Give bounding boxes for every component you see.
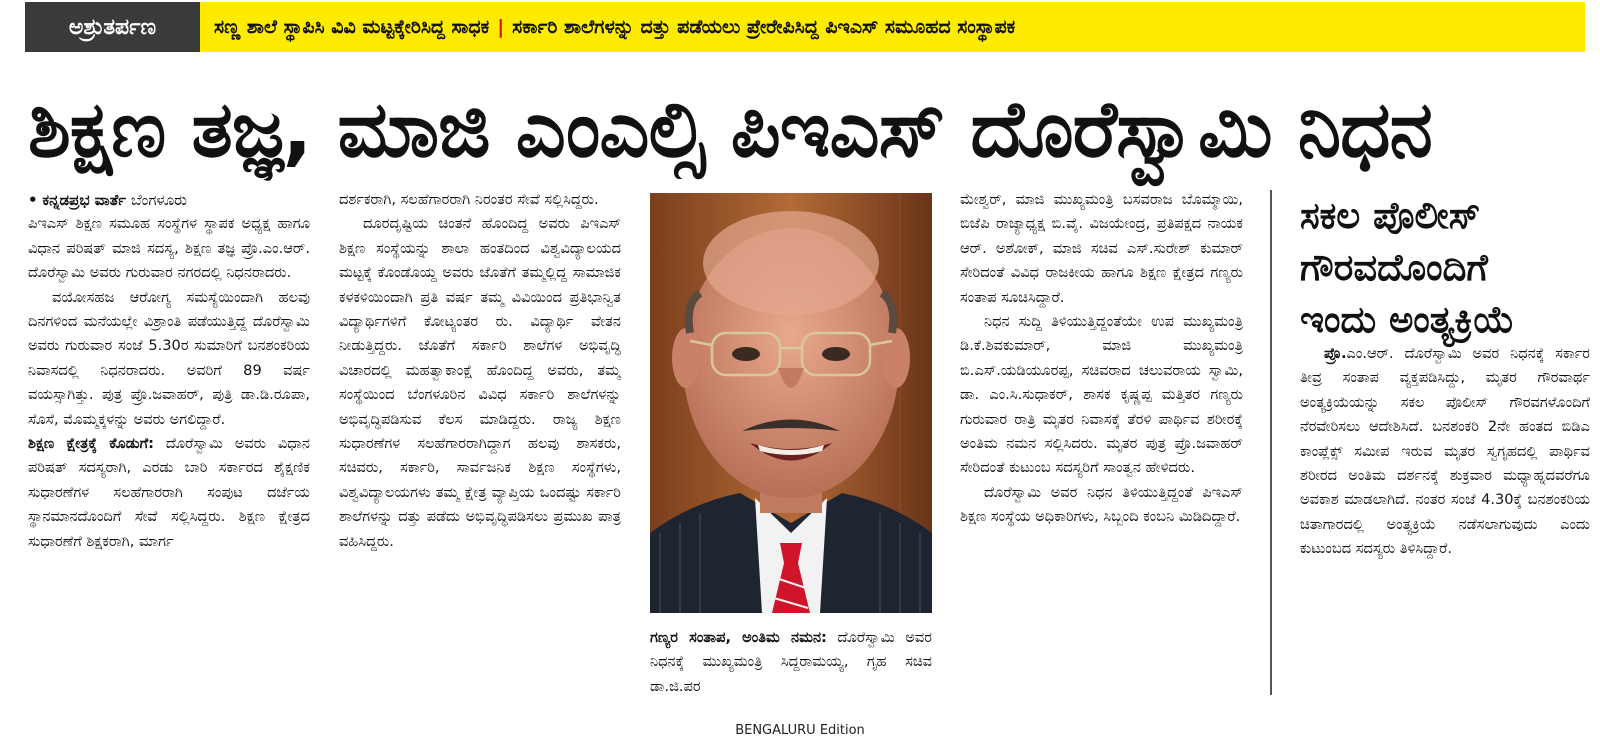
main-headline: ಶಿಕ್ಷಣ ತಜ್ಞ, ಮಾಜಿ ಎಂಎಲ್ಸಿ ಪಿಇಎಸ್ ದೊರೆಸ್ವಾಮಿ ನಿಧನ xyxy=(28,85,1432,175)
caption-paragraph xyxy=(650,626,932,699)
byline-place: ಬೆಂಗಳೂರು xyxy=(130,191,187,209)
byline-bullet: • xyxy=(28,191,38,209)
side-heading-line: ಸಕಲ ಪೊಲೀಸ್ xyxy=(1300,194,1481,237)
paragraph-text: ದೊರೆಸ್ವಾಮಿ ಅವರು ವಿಧಾನ ಪರಿಷತ್ ಸದಸ್ಯರಾಗಿ, ಎರಡು ಬಾರಿ ಸರ್ಕಾರದ ಶೈಕ್ಷಣಿಕ ಸುಧಾರಣೆಗಳ ಸಲಹೆಗಾರರಾಗಿ ಸಂಪುಟ ದರ್ಜೆಯ ಸ್ಥಾನಮಾನದೊಂದಿಗೆ ಸೇವೆ ಸಲ್ಲಿಸಿದ್ದರು. ಶಿಕ್ಷಣ ಕ್ಷೇತ್ರದ ಸುಧಾರಣೆಗೆ ಶಿಕ್ಷಕರಾಗಿ, ಮಾರ್ಗ xyxy=(28,435,310,550)
top-ribbon xyxy=(25,2,1585,52)
article-column-1 xyxy=(28,188,310,713)
side-lead: ಪ್ರೊ. xyxy=(1324,345,1347,362)
paragraph xyxy=(28,432,310,554)
portrait-photo xyxy=(650,193,932,613)
photo-caption xyxy=(650,626,932,704)
article-column-2 xyxy=(339,188,621,713)
side-heading-line: ಇಂದು ಅಂತ್ಯಕ್ರಿಯೆ xyxy=(1300,298,1515,341)
edition-footer: BENGALURU Edition xyxy=(735,723,865,738)
side-story-body xyxy=(1300,342,1590,712)
caption-title: ಗಣ್ಯರ ಸಂತಾಪ, ಅಂತಿಮ ನಮನ: xyxy=(650,629,827,646)
side-text: ಎಂ.ಆರ್. ದೊರೆಸ್ವಾಮಿ ಅವರ ನಿಧನಕ್ಕೆ ಸರ್ಕಾರ ತೀವ್ರ ಸಂತಾಪ ವ್ಯಕ್ತಪಡಿಸಿದ್ದು, ಮೃತರ ಗೌರವಾರ್ಥ ಅಂತ್ಯಕ್ರಿಯೆಯನ್ನು ಸಕಲ ಪೊಲೀಸ್ ಗೌರವಗಳೊಂದಿಗೆ ನೆರವೇರಿಸಲು ಆದೇಶಿಸಿದೆ. ಬನಶಂಕರಿ 2ನೇ ಹಂತದ ಬಿಡಿಎ ಕಾಂಪ್ಲೆಕ್ಸ್ ಸಮೀಪ ಇರುವ ಮೃತರ ಸ್ವಗೃಹದಲ್ಲಿ ಪಾರ್ಥಿವ ಶರೀರದ ಅಂತಿಮ ದರ್ಶನಕ್ಕೆ ಶುಕ್ರವಾರ ಮಧ್ಯಾಹ್ನದವರೆಗೂ ಅವಕಾಶ ಮಾಡಲಾಗಿದೆ. ನಂತರ ಸಂಜೆ 4.30ಕ್ಕೆ ಬನಶಂಕರಿಯ ಚಿತಾಗಾರದಲ್ಲಿ ಅಂತ್ಯಕ್ರಿಯೆ ನಡೆಸಲಾಗುವುದು ಎಂದು ಕುಟುಂಬದ ಸದಸ್ಯರು ತಿಳಿಸಿದ್ದಾರೆ. xyxy=(1300,345,1590,558)
paragraph: ದೊರೆಸ್ವಾಮಿ ಅವರ ನಿಧನ ತಿಳಿಯುತ್ತಿದ್ದಂತೆ ಪಿಇಎಸ್ ಶಿಕ್ಷಣ ಸಂಸ್ಥೆಯ ಅಧಿಕಾರಿಗಳು, ಸಿಬ್ಬಂದಿ ಕಂಬನಿ ಮಿಡಿದಿದ್ದಾರೆ. xyxy=(960,483,1243,526)
paragraph: ನಿಧನ ಸುದ್ದಿ ತಿಳಿಯುತ್ತಿದ್ದಂತೆಯೇ ಉಪ ಮುಖ್ಯಮಂತ್ರಿ ಡಿ.ಕೆ.ಶಿವಕುಮಾರ್, ಮಾಜಿ ಮುಖ್ಯಮಂತ್ರಿ ಬಿ.ಎಸ್.ಯಡಿಯೂರಪ್ಪ, ಸಚಿವರಾದ ಚಲುವರಾಯ ಸ್ವಾಮಿ, ಡಾ. ಎಂ.ಸಿ.ಸುಧಾಕರ್, ಶಾಸಕ ಕೃಷ್ಣಪ್ಪ ಮತ್ತಿತರ ಗಣ್ಯರು ಗುರುವಾರ ರಾತ್ರಿ ಮೃತರ ನಿವಾಸಕ್ಕೆ ತೆರಳಿ ಪಾರ್ಥಿವ ಶರೀರಕ್ಕೆ ಅಂತಿಮ ನಮನ ಸಲ್ಲಿಸಿದರು. ಮೃತರ ಪುತ್ರ ಪ್ರೊ.ಜವಾಹರ್ ಸೇರಿದಂತೆ ಕುಟುಂಬ ಸದಸ್ಯರಿಗೆ ಸಾಂತ್ವನ ಹೇಳಿದರು. xyxy=(960,313,1243,477)
ribbon-separator: | xyxy=(497,16,505,38)
subhead-lead: ಶಿಕ್ಷಣ ಕ್ಷೇತ್ರಕ್ಕೆ ಕೊಡುಗೆ: xyxy=(28,435,154,453)
article-column-4 xyxy=(960,188,1243,713)
paragraph: ದರ್ಶಕರಾಗಿ, ಸಲಹೆಗಾರರಾಗಿ ನಿರಂತರ ಸೇವೆ ಸಲ್ಲಿಸಿದ್ದರು. xyxy=(339,191,599,208)
side-heading-line: ಗೌರವದೊಂದಿಗೆ xyxy=(1300,246,1488,289)
column-divider xyxy=(1270,190,1272,695)
ribbon-subheadline xyxy=(200,2,1585,52)
paragraph: ವಯೋಸಹಜ ಆರೋಗ್ಯ ಸಮಸ್ಯೆಯಿಂದಾಗಿ ಹಲವು ದಿನಗಳಿಂದ ಮನೆಯಲ್ಲೇ ವಿಶ್ರಾಂತಿ ಪಡೆಯುತ್ತಿದ್ದ ದೊರೆಸ್ವಾಮಿ ಅವರು ಗುರುವಾರ ಸಂಜೆ 5.30ರ ಸುಮಾರಿಗೆ ಬನಶಂಕರಿಯ ನಿವಾಸದಲ್ಲಿ ನಿಧನರಾದರು. ಅವರಿಗೆ 89 ವರ್ಷ ವಯಸ್ಸಾಗಿತ್ತು. ಪುತ್ರ ಪ್ರೊ.ಜವಾಹರ್, ಪುತ್ರಿ ಡಾ.ಡಿ.ರೂಪಾ, ಸೊಸೆ, ಮೊಮ್ಮಕ್ಕಳನ್ನು ಅವರು ಅಗಲಿದ್ದಾರೆ. xyxy=(28,288,310,428)
paragraph: ಮೇಶ್ವರ್, ಮಾಜಿ ಮುಖ್ಯಮಂತ್ರಿ ಬಸವರಾಜ ಬೊಮ್ಮಾಯಿ, ಬಿಜೆಪಿ ರಾಜ್ಯಾಧ್ಯಕ್ಷ ಬಿ.ವೈ. ವಿಜಯೇಂದ್ರ, ಪ್ರತಿಪಕ್ಷದ ನಾಯಕ ಆರ್. ಅಶೋಕ್, ಮಾಜಿ ಸಚಿವ ಎಸ್.ಸುರೇಶ್ ಕುಮಾರ್ ಸೇರಿದಂತೆ ವಿವಿಧ ರಾಜಕೀಯ ಹಾಗೂ ಶಿಕ್ಷಣ ಕ್ಷೇತ್ರದ ಗಣ್ಯರು ಸಂತಾಪ ಸೂಚಿಸಿದ್ದಾರೆ. xyxy=(960,191,1243,306)
ribbon-tag: ಅಶ್ರುತರ್ಪಣ xyxy=(25,2,200,52)
paragraph xyxy=(1300,342,1590,562)
byline xyxy=(28,188,310,212)
byline-source: ಕನ್ನಡಪ್ರಭ ವಾರ್ತೆ xyxy=(42,191,127,209)
portrait-image xyxy=(650,193,932,613)
caption-text: ದೊರೆಸ್ವಾಮಿ ಅವರ ನಿಧನಕ್ಕೆ ಮುಖ್ಯಮಂತ್ರಿ ಸಿದ್ದರಾಮಯ್ಯ, ಗೃಹ ಸಚಿವ ಡಾ.ಜಿ.ಪರ xyxy=(650,629,932,695)
ribbon-left-text: ಸಣ್ಣ ಶಾಲೆ ಸ್ಥಾಪಿಸಿ ವಿವಿ ಮಟ್ಟಕ್ಕೇರಿಸಿದ್ದ ಸಾಧಕ xyxy=(214,16,490,38)
side-story-heading xyxy=(1300,190,1590,346)
paragraph: ದೂರದೃಷ್ಟಿಯ ಚಿಂತನೆ ಹೊಂದಿದ್ದ ಅವರು ಪಿಇಎಸ್ ಶಿಕ್ಷಣ ಸಂಸ್ಥೆಯನ್ನು ಶಾಲಾ ಹಂತದಿಂದ ವಿಶ್ವವಿದ್ಯಾಲಯದ ಮಟ್ಟಕ್ಕೆ ಕೊಂಡೊಯ್ದ ಅವರು ಜೊತೆಗೆ ತಮ್ಮಲ್ಲಿದ್ದ ಸಾಮಾಜಿಕ ಕಳಕಳಿಯಿಂದಾಗಿ ಪ್ರತಿ ವರ್ಷ ತಮ್ಮ ವಿವಿಯಿಂದ ಪ್ರತಿಭಾನ್ವಿತ ವಿದ್ಯಾರ್ಥಿಗಳಿಗೆ ಕೋಟ್ಯಂತರ ರು. ವಿದ್ಯಾರ್ಥಿ ವೇತನ ನೀಡುತ್ತಿದ್ದರು. ಜೊತೆಗೆ ಸರ್ಕಾರಿ ಶಾಲೆಗಳ ಅಭಿವೃದ್ಧಿ ವಿಚಾರದಲ್ಲಿ ಮಹತ್ವಾಕಾಂಕ್ಷೆ ಹೊಂದಿದ್ದ ಅವರು, ತಮ್ಮ ಸಂಸ್ಥೆಯಿಂದ ಬೆಂಗಳೂರಿನ ವಿವಿಧ ಸರ್ಕಾರಿ ಶಾಲೆಗಳನ್ನು ಅಭಿವೃದ್ಧಿಪಡಿಸುವ ಕೆಲಸ ಮಾಡಿದ್ದರು. ರಾಜ್ಯ ಶಿಕ್ಷಣ ಸುಧಾರಣೆಗಳ ಸಲಹೆಗಾರರಾಗಿದ್ದಾಗ ಹಲವು ಶಾಸಕರು, ಸಚಿವರು, ಸರ್ಕಾರಿ, ಸಾರ್ವಜನಿಕ ಶಿಕ್ಷಣ ಸಂಸ್ಥೆಗಳು, ವಿಶ್ವವಿದ್ಯಾಲಯಗಳು ತಮ್ಮ ಕ್ಷೇತ್ರ ವ್ಯಾಪ್ತಿಯ ಒಂದಷ್ಟು ಸರ್ಕಾರಿ ಶಾಲೆಗಳನ್ನು ದತ್ತು ಪಡೆದು ಅಭಿವೃದ್ಧಿಪಡಿಸಲು ಪ್ರಮುಖ ಪಾತ್ರ ವಹಿಸಿದ್ದರು. xyxy=(339,215,621,550)
paragraph: ಪಿಇಎಸ್ ಶಿಕ್ಷಣ ಸಮೂಹ ಸಂಸ್ಥೆಗಳ ಸ್ಥಾಪಕ ಅಧ್ಯಕ್ಷ ಹಾಗೂ ವಿಧಾನ ಪರಿಷತ್ ಮಾಜಿ ಸದಸ್ಯ, ಶಿಕ್ಷಣ ತಜ್ಞ ಪ್ರೊ.ಎಂ.ಆರ್. ದೊರೆಸ್ವಾಮಿ ಅವರು ಗುರುವಾರ ನಗರದಲ್ಲಿ ನಿಧನರಾದರು. xyxy=(28,215,310,282)
ribbon-right-text: ಸರ್ಕಾರಿ ಶಾಲೆಗಳನ್ನು ದತ್ತು ಪಡೆಯಲು ಪ್ರೇರೇಪಿಸಿದ್ದ ಪಿಇಎಸ್ ಸಮೂಹದ ಸಂಸ್ಥಾಪಕ xyxy=(512,16,1016,38)
